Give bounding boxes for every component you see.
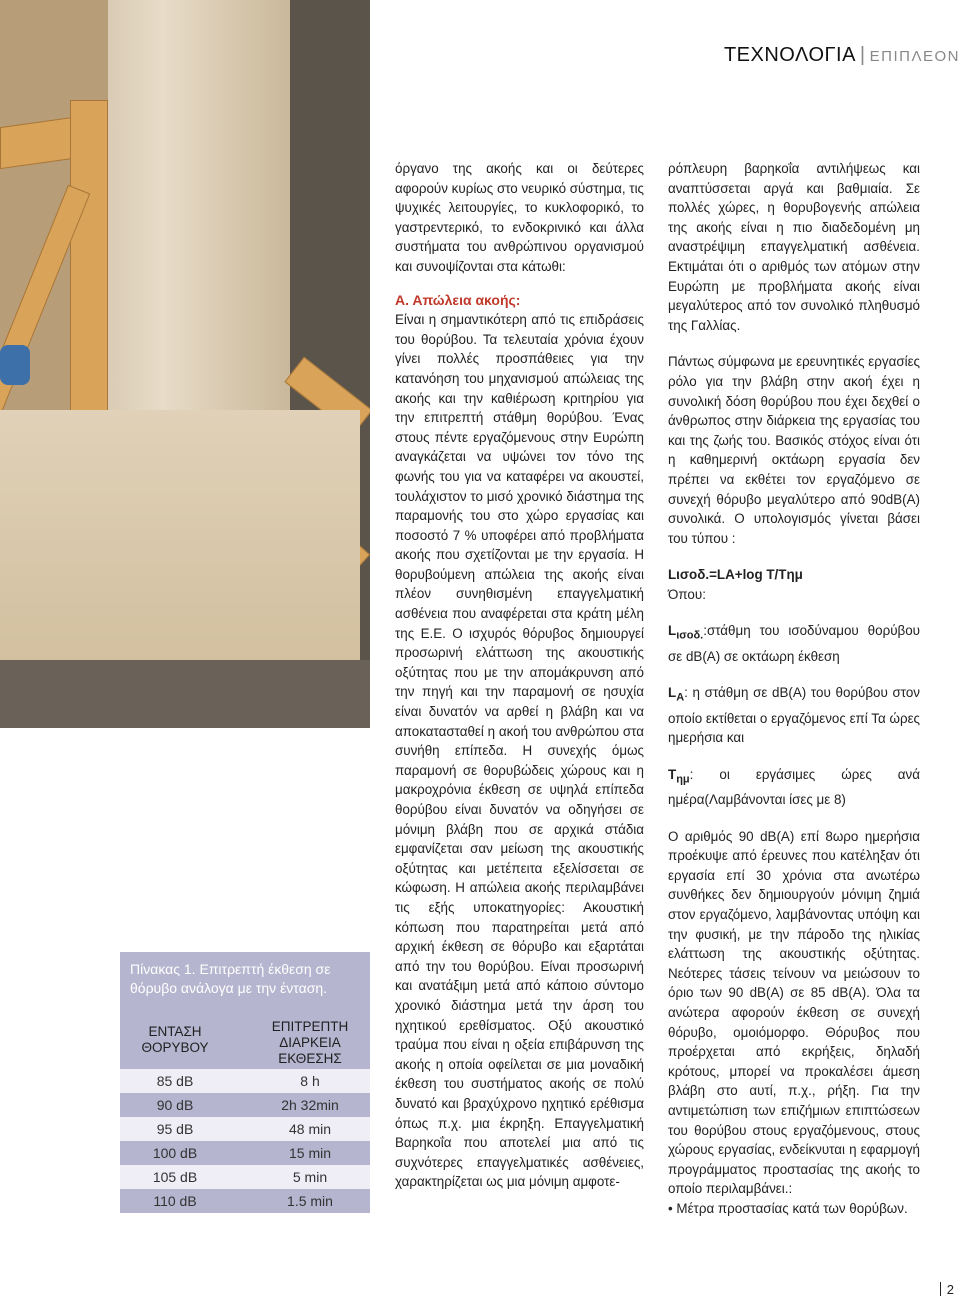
page-number-text: 2 [946, 1282, 954, 1297]
table-row [120, 1069, 370, 1093]
paragraph: Ο αριθμός 90 dB(A) επί 8ωρο ημερήσια προέκυψε από έρευνες που κατέληξαν ότι εργασία επί 30 χρόνια στα ανωτέρω συνθήκες δεν δημιουργούν μόνιμη ζημιά στον εργαζόμενο, λαμβάνοντας υπόψη και την φυσική, με την πάροδο της ηλικίας ελάττωση της ακουστικής οξύτητας. Νεότερες τάσεις τείνουν να μειώσουν το όριο των 90 dB(A) σε 85 dB(A). Όλα τα ανώτερα αφορούν έκθεση σε συνεχή θόρυβο, ομοιόμορφο. Θόρυβος που προέρχεται από εκρήξεις, δηλαδή κρότους, μπορεί να προκαλέσει άμεση βλάβη στο αυτί, π.χ., ρήξη. Για την αντιμετώπιση των επιζήμιων επιπτώσεων του θορύβου στους εργαζόμενους, στους χώρους εργασίας, ενδείκνυται η εφαρμογή προγράμματος προστασίας της ακοής το οποίο περιλαμβάνει.: [668, 828, 920, 1197]
cell-duration: 48 min [288, 1121, 332, 1137]
text-column-1 [395, 159, 644, 1192]
bullet-item: • Μέτρα προστασίας κατά των θορύβων. [668, 1200, 908, 1216]
definition-text: : η στάθμη σε dB(A) του θορύβου στον οποίο εκτίθεται ο εργαζόμενος επί Τα ώρες ημερήσια και [668, 685, 920, 746]
table-row [120, 1093, 370, 1117]
photo-ground [0, 660, 370, 728]
definition-l-isod [668, 621, 920, 666]
section-heading: Α. Απώλεια ακοής: [395, 291, 521, 308]
cell-intensity: 105 dB [152, 1169, 198, 1185]
paragraph: όργανο της ακοής και οι δεύτερες αφορούν κυρίως στο νευρικό σύστημα, τις ψυχικές λειτουργίες, το κυκλοφορικό, το γαστρεντερικό, το ενδοκρινικό και άλλα συστήματα του ανθρώπινου οργανισμού και συνοψίζονται στα κάτωθι: [395, 161, 644, 274]
symbol-subscript: A [676, 692, 685, 704]
header-separator: | [859, 44, 866, 66]
symbol: L [668, 623, 677, 639]
column-header-duration: ΕΠΙΤΡΕΠΤΗ ΔΙΑΡΚΕΙΑ ΕΚΘΕΣΗΣ [271, 1019, 349, 1066]
cell-intensity: 90 dB [156, 1097, 194, 1113]
symbol: T [668, 766, 677, 782]
paragraph: ρόπλευρη βαρηκοΐα αντιλήψεως και αναπτύσσεται αργά και βαθμιαία. Σε πολλές χώρες, η θορυβογενής απώλεια της ακοής είναι η πιο διαδεδομένη μη αναστρέψιμη επαγγελματική ασθένεια. Εκτιμάται ότι ο αριθμός των ατόμων στην Ευρώπη με προβλήματα ακοής είναι μεγαλύτερος από τον συνολικό πληθυσμό της Γαλλίας. [668, 161, 920, 333]
table-row [120, 1165, 370, 1189]
definition-text: : οι εργάσιμες ώρες ανά ημέρα(Λαμβάνονται ίσες με 8) [668, 766, 920, 808]
photo-concrete-beam [0, 410, 360, 660]
cell-duration: 15 min [288, 1145, 332, 1161]
definition-la [668, 683, 920, 747]
symbol-subscript: ισοδ. [676, 630, 704, 643]
cell-duration: 2h 32min [281, 1097, 339, 1113]
cell-duration: 8 h [300, 1073, 320, 1089]
table-row [120, 1189, 370, 1213]
cell-intensity: 110 dB [153, 1193, 197, 1209]
cell-intensity: 100 dB [152, 1145, 198, 1161]
section-header [724, 44, 960, 68]
definition-t [668, 765, 920, 810]
page-number [940, 1282, 954, 1297]
table-row [120, 1141, 370, 1165]
symbol-subscript: ημ [676, 773, 690, 786]
cell-duration: 1.5 min [287, 1193, 333, 1209]
definition-text: :στάθμη του ισοδύναμου θορύβου σε dB(A) σε οκτάωρη έκθεση [668, 623, 920, 664]
paragraph: Είναι η σημαντικότερη από τις επιδράσεις του θορύβου. Τα τελευταία χρόνια έχουν γίνει πολλές προσπάθειες για την κατανόηση του μηχανισμού απώλειας της ακοής και την καθιέρωση κριτηρίου για την επιτρεπτή στάθμη θορύβου. Ένας στους πέντε εργαζόμενους στην Ευρώπη αναγκάζεται να υψώνει τον τόνο της φωνής του για να καταφέρει να ακουστεί, τουλάχιστον το μισό χρονικό διάστημα της παραμονής του στο χώρο εργασίας και ποσοστό 7 % υποφέρει από προβλήματα ακοής που σχετίζονται με την εργασία. Η θορυβούμενη απώλεια της ακοής είναι πλέον συνηθισμένη επαγγελματική ασθένεια που αναφέρεται στα κράτη μέλη της Ε.Ε. Ο ισχυρός θόρυβος δημιουργεί προσωρινή ελάττωση της ακουστικής οξύτητας που με την απομάκρυνση από την πηγή και την παραμονή σε ησυχία είναι δυνατόν να αρθεί η βλάβη και να αποκατασταθεί η ακοή του ανθρώπου στα συνήθη επίπεδα. Η συνεχής όμως παραμονή σε θορυβώδεις χώρους και η μακροχρόνια έκθεση σε υψηλά επίπεδα θορύβου είναι δυνατόν να οδηγήσει σε μόνιμη βλάβη που σε αρχικά στάδια εμφανίζεται σαν μείωση της ακουστικής οξύτητας και μετέπειτα εξελίσσεται σε κώφωση. Η απώλεια ακοής περιλαμβάνει τις εξής υποκατηγορίες: Ακουστική κόπωση που παρατηρείται μετά από αρχική έκθεση σε θόρυβο και εξαρτάται από την του θορύβου. Είναι προσωρινή και ανατάξιμη μετά από κάποιο σύντομο χρονικό διάστημα μετά την άρση του ηχητικού ερεθίσματος. Οξύ ακουστικό τραύμα που είναι η οξεία επιβάρυνση της ακοής η οποία οφείλεται σε μια μοναδική έκθεση του συστήματος ακοής σε πολύ δυνατό και βραχύχρονο ηχητικό ερέθισμα όπως π.χ. μια έκρηξη. Επαγγελματική Βαρηκοΐα που αποτελεί μια από τις συχνότερες επαγγελματικές ασθένειες, χαρακτηρίζεται ως μια μόνιμη αμφοτε- [395, 312, 644, 1190]
paragraph: Πάντως σύμφωνα με ερευνητικές εργασίες ρόλο για την βλάβη στην ακοή έχει η συνολική δόση θορύβου που έχει δεχθεί ο άνθρωπος στην διάρκεια της εργασίας του και της ζωής του. Βασικός στόχος είναι ότι η καθημερινή οκτάωρη εργασία δεν πρέπει να εκθέτει τον εργαζόμενο σε συνεχή θόρυβο μεγαλύτερο από 90dB(A) συνολικά. Ο υπολογισμός γίνεται βάσει του τύπου : [668, 354, 920, 546]
formula: Lισοδ.=LA+log T/Tημ [668, 567, 803, 583]
section-title: ΤΕΧΝΟΛΟΓΙΑ [723, 44, 856, 66]
symbol: L [668, 685, 677, 701]
cell-intensity: 85 dB [156, 1073, 194, 1089]
column-header-intensity: ΕΝΤΑΣΗ ΘΟΡΥΒΟΥ [141, 1024, 209, 1055]
photo-glove [0, 345, 30, 385]
cell-intensity: 95 dB [156, 1121, 194, 1137]
construction-photo [0, 0, 370, 728]
section-subtitle: ΕΠΙΠΛΕΟΝ [869, 48, 960, 65]
table-caption: Πίνακας 1. Επιτρεπτή έκθεση σε θόρυβο ανάλογα με την ένταση. [130, 961, 331, 996]
table-row [120, 1117, 370, 1141]
photo-plank [70, 100, 108, 422]
text-column-2 [668, 159, 920, 1219]
cell-duration: 5 min [292, 1169, 328, 1185]
where-label: Όπου: [668, 586, 706, 602]
exposure-table [120, 952, 370, 1213]
